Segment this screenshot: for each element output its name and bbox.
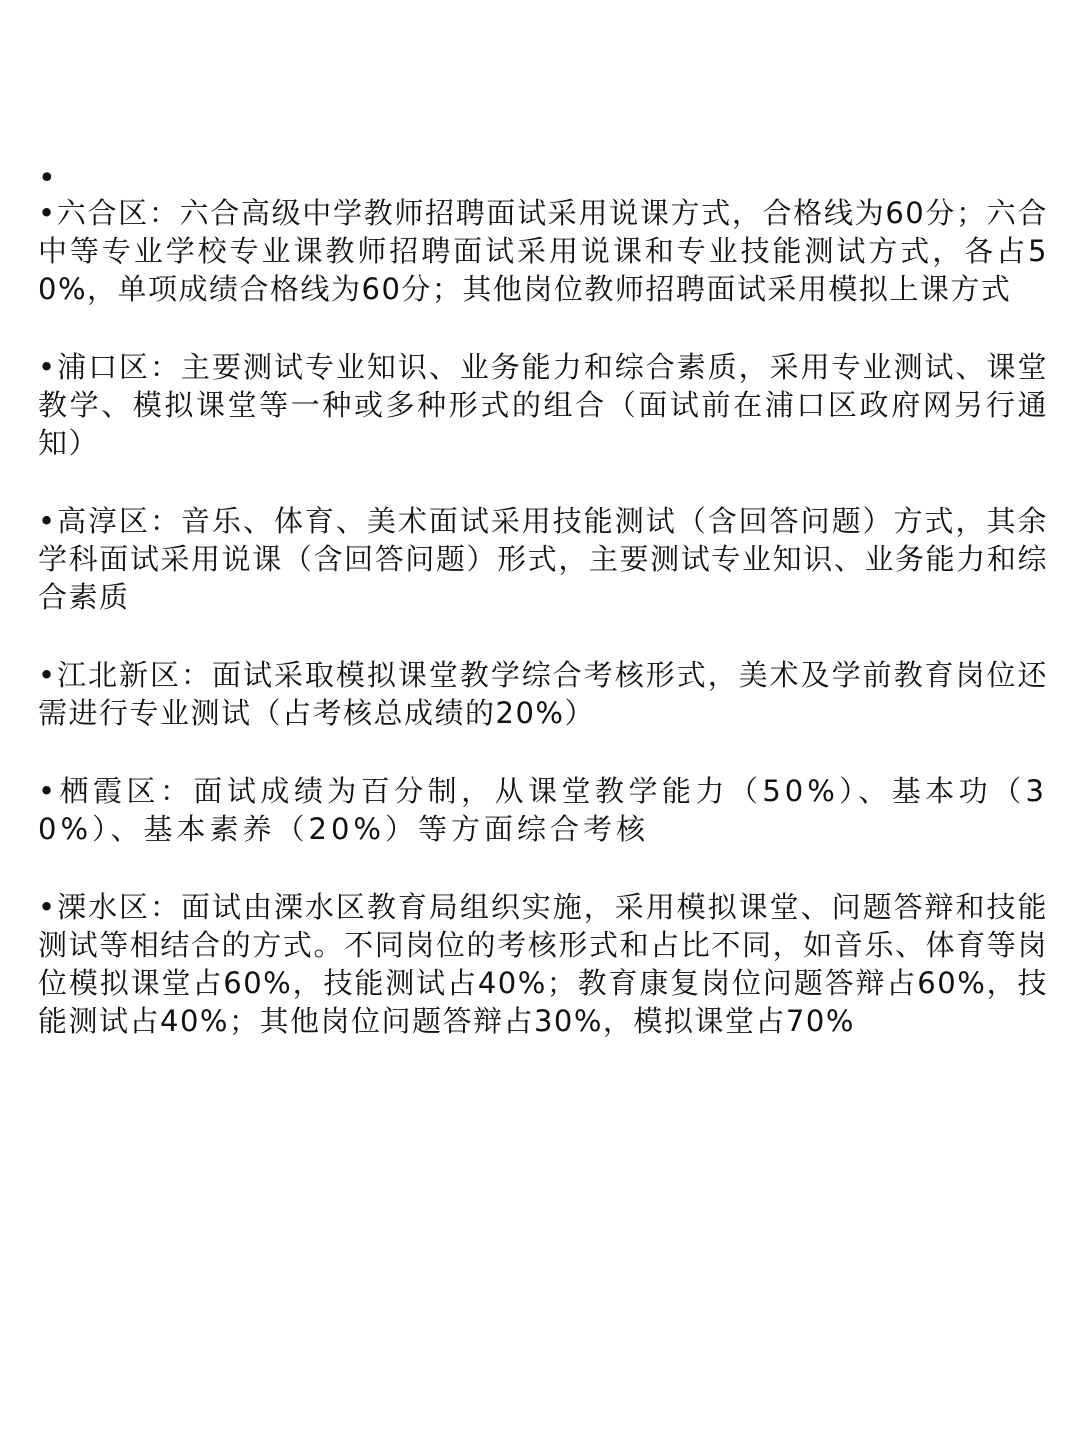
paragraph-jiangbei: •江北新区：面试采取模拟课堂教学综合考核形式，美术及学前教育岗位还需进行专业测试（占考核总成绩的20%） [38,658,1048,730]
document-body [38,161,1048,1040]
bullet-marker: • [38,161,56,196]
paragraph-lishui: •溧水区：面试由溧水区教育局组织实施，采用模拟课堂、问题答辩和技能测试等相结合的方式。不同岗位的考核形式和占比不同，如音乐、体育等岗位模拟课堂占60%，技能测试占40%；教育康复岗位问题答辩占60%，技能测试占40%；其他岗位问题答辩占30%，模拟课堂占70% [38,890,1048,1038]
paragraph-gaochun: •高淳区：音乐、体育、美术面试采用技能测试（含回答问题）方式，其余学科面试采用说课（含回答问题）形式，主要测试专业知识、业务能力和综合素质 [38,504,1048,614]
paragraph-luhe: •六合区：六合高级中学教师招聘面试采用说课方式，合格线为60分；六合中等专业学校专业课教师招聘面试采用说课和专业技能测试方式，各占50%，单项成绩合格线为60分；其他岗位教师招聘面试采用模拟上课方式 [38,196,1048,306]
paragraph-qixia: •栖霞区：面试成绩为百分制，从课堂教学能力（50%）、基本功（30%）、基本素养（20%）等方面综合考核 [38,774,1048,846]
paragraph-pukou: •浦口区：主要测试专业知识、业务能力和综合素质，采用专业测试、课堂教学、模拟课堂等一种或多种形式的组合（面试前在浦口区政府网另行通知） [38,350,1048,460]
